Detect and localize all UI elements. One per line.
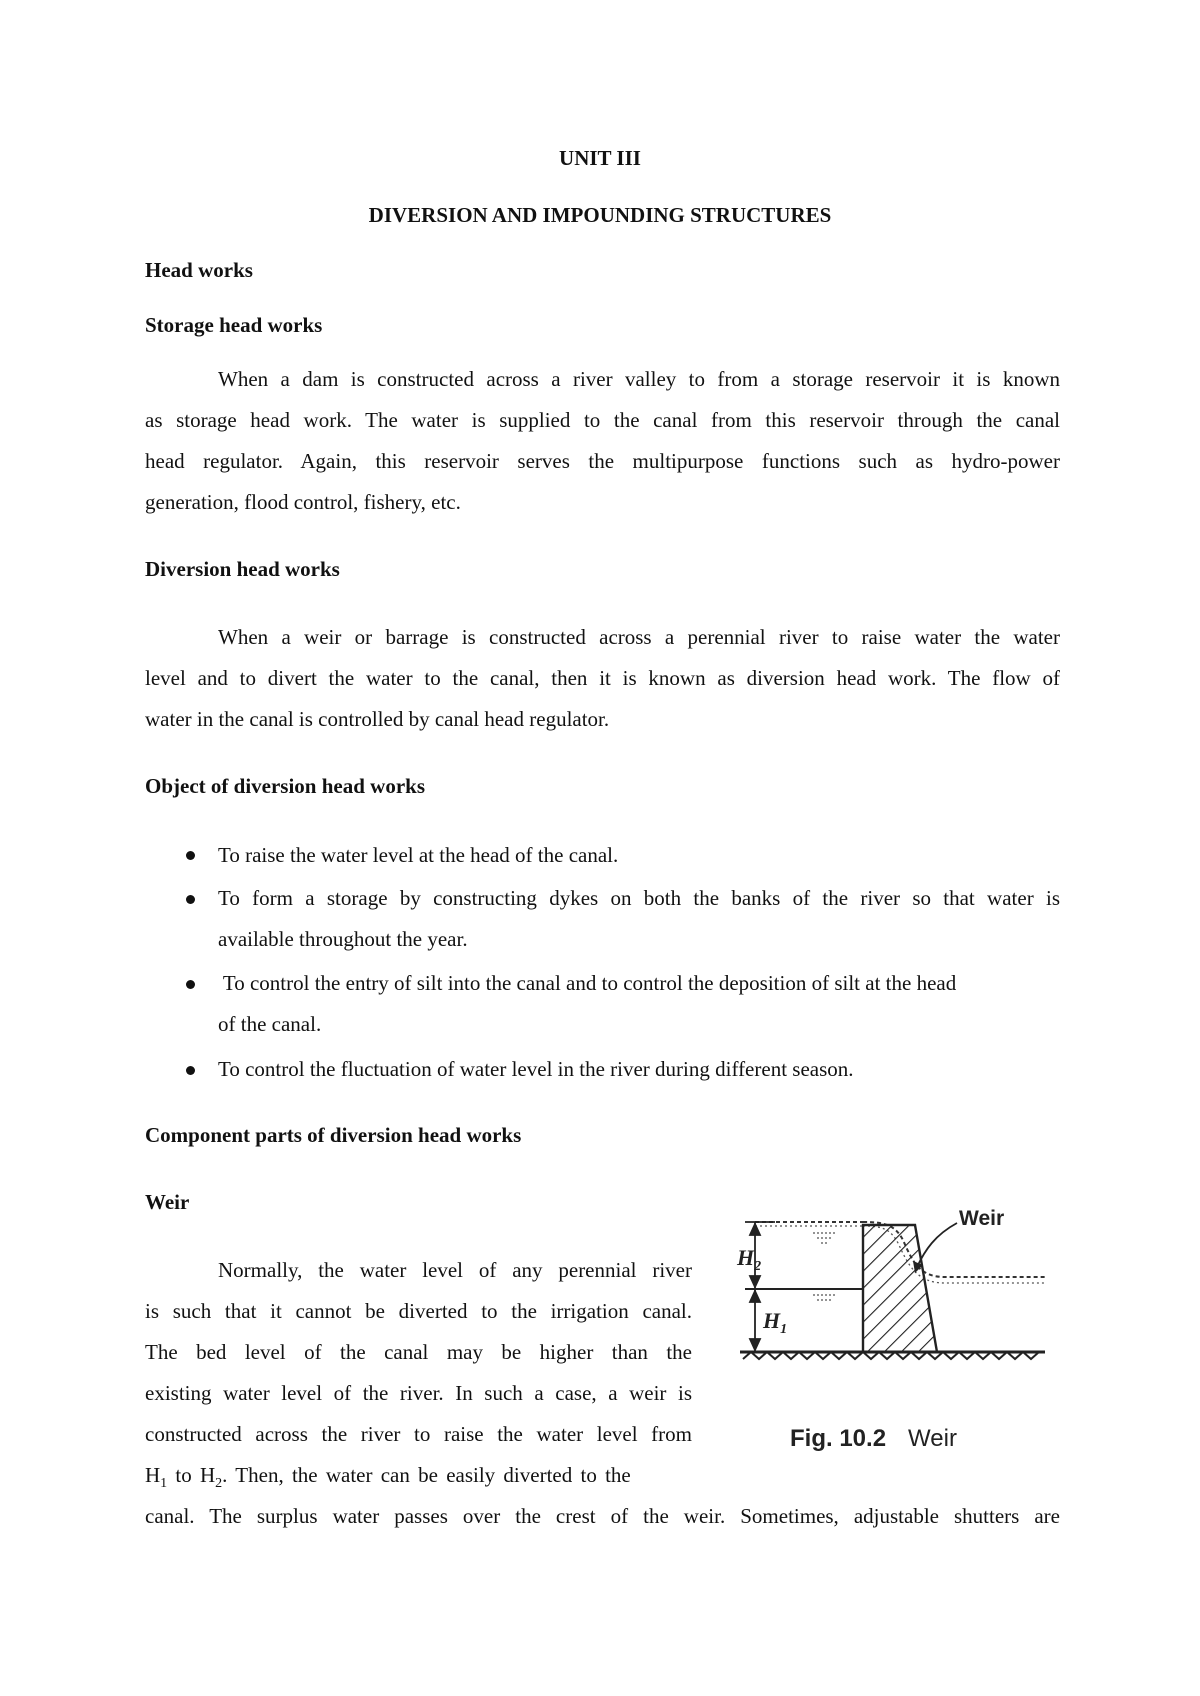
weir-line-5: constructed across the river to raise the water level from [145, 1422, 692, 1446]
object-item-3-cont: of the canal. [218, 1012, 322, 1036]
section-heading-diversion: Diversion head works [145, 557, 340, 581]
diversion-line-3: water in the canal is controlled by canal head regulator. [145, 707, 610, 731]
storage-line-1: When a dam is constructed across a river valley to from a storage reservoir it is known [218, 367, 1060, 391]
chapter-title: DIVERSION AND IMPOUNDING STRUCTURES [368, 203, 832, 227]
weir-line-4: existing water level of the river. In such a case, a weir is [145, 1381, 692, 1405]
figure-caption-label: Weir [908, 1425, 957, 1452]
weir-figure [735, 1195, 1055, 1385]
weir-line-6: $H_1$ to $H_2$. Then, the water can be easily diverted to the [145, 1463, 631, 1492]
bullet-dot [186, 895, 195, 904]
weir-line-1: Normally, the water level of any perennial river [218, 1258, 692, 1282]
section-heading-storage: Storage head works [145, 313, 323, 337]
object-item-4: To control the fluctuation of water level in the river during different season. [218, 1057, 854, 1081]
figure-number: Fig. 10.2 [790, 1425, 887, 1452]
h2-label: $H_2$ [737, 1245, 762, 1274]
section-heading-components: Component parts of diversion head works [145, 1123, 522, 1147]
object-item-1: To raise the water level at the head of the canal. [218, 843, 619, 867]
storage-line-2: as storage head work. The water is supplied to the canal from this reservoir through the canal [145, 408, 1060, 432]
object-item-2: To form a storage by constructing dykes on both the banks of the river so that water is [218, 886, 1060, 910]
section-heading-head-works: Head works [145, 258, 253, 282]
weir-leader-line [917, 1223, 957, 1267]
object-item-2-cont: available throughout the year. [218, 927, 468, 951]
section-heading-objects: Object of diversion head works [145, 774, 425, 798]
weir-line-2: is such that it cannot be diverted to the irrigation canal. [145, 1299, 692, 1323]
unit-title: UNIT III [559, 146, 641, 170]
object-item-3: To control the entry of silt into the canal and to control the deposition of silt at the head [218, 971, 957, 995]
weir-body [863, 1225, 937, 1352]
weir-line-3: The bed level of the canal may be higher than the [145, 1340, 692, 1364]
weir-last-line: canal. The surplus water passes over the crest of the weir. Sometimes, adjustable shutters are [145, 1504, 1060, 1528]
bullet-dot [186, 851, 195, 860]
figure-caption [790, 1425, 957, 1453]
bullet-dot [186, 980, 195, 989]
diversion-line-1: When a weir or barrage is constructed across a perennial river to raise water the water [218, 625, 1060, 649]
storage-line-3: head regulator. Again, this reservoir serves the multipurpose functions such as hydro-power [145, 449, 1060, 473]
bullet-dot [186, 1066, 195, 1075]
storage-line-4: generation, flood control, fishery, etc. [145, 490, 461, 514]
section-heading-weir: Weir [145, 1190, 190, 1214]
h1-label: $H_1$ [763, 1308, 788, 1337]
weir-label: Weir [959, 1207, 1005, 1230]
diversion-line-2: level and to divert the water to the canal, then it is known as diversion head work. The flow of [145, 666, 1060, 690]
